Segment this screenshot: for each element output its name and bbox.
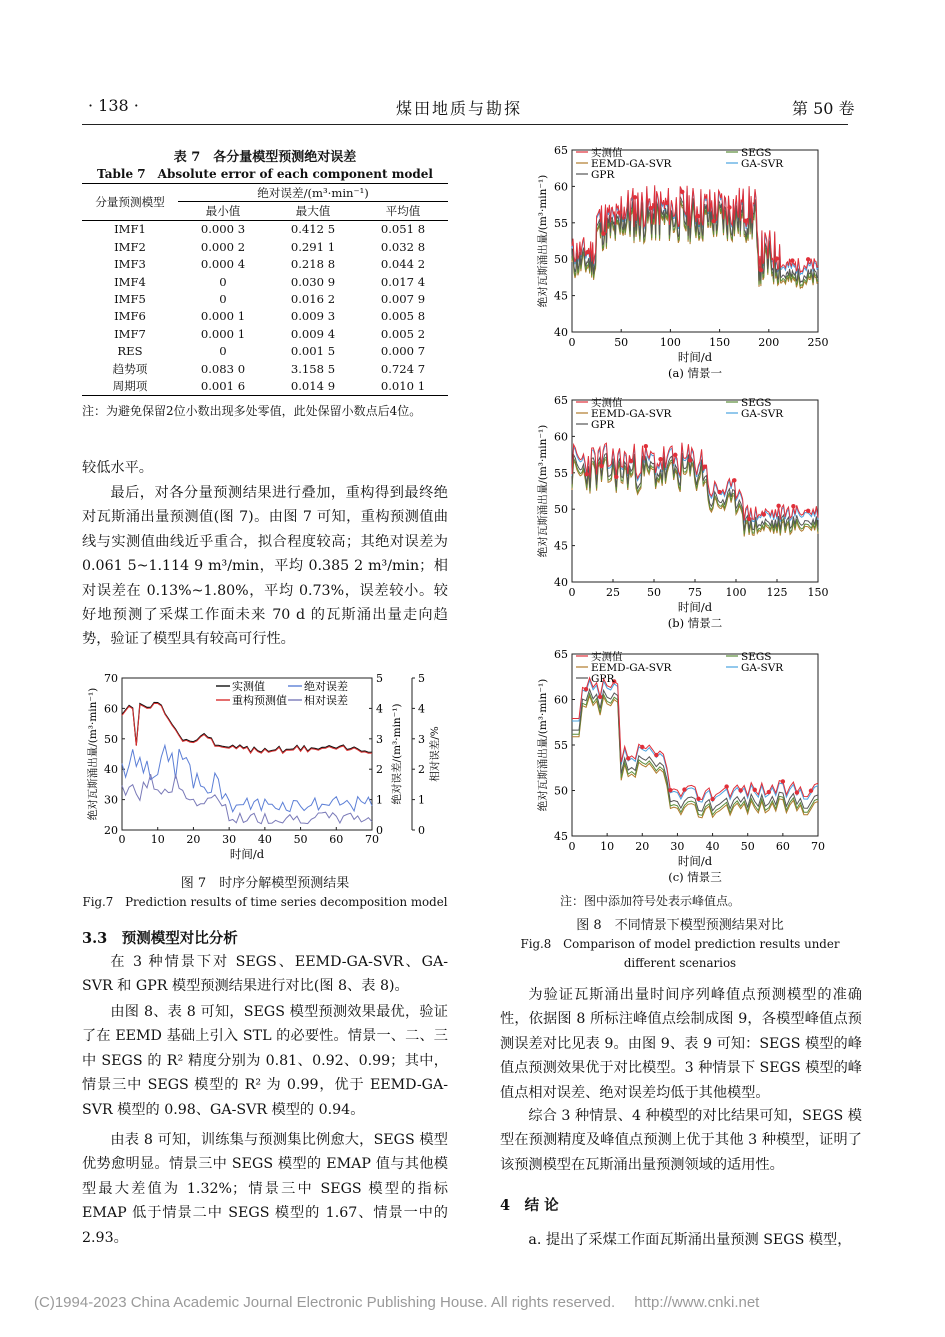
fig7-legend-label: 实测值 (232, 680, 265, 693)
fig7-ytick-label: 70 (104, 672, 118, 685)
fig8-peak-marker (598, 695, 602, 699)
fig8-ytick-label: 45 (554, 830, 568, 843)
fig7-xtick-label: 10 (150, 833, 165, 846)
fig8-legend-label: SEGS (741, 147, 772, 159)
table-cell: 0.014 9 (268, 377, 358, 395)
fig7-y2tick-label: 2 (376, 763, 383, 777)
table-row-label: IMF6 (114, 309, 146, 324)
fig7-y2tick-label: 1 (376, 793, 383, 807)
fig8-panel-c (530, 644, 840, 888)
table-row (82, 238, 448, 255)
fig8-peak-marker (703, 464, 707, 468)
fig8-peak-marker (654, 753, 658, 757)
fig8-ytick-label: 60 (554, 430, 568, 444)
fig8-xtick-label: 100 (725, 586, 747, 599)
table-cell: 0.009 3 (290, 309, 336, 324)
fig8-peak-marker (668, 788, 672, 792)
fig8-xlabel: 时间/d (677, 854, 713, 868)
fig8-ytick-label: 65 (554, 394, 568, 407)
fig8-peak-marker (767, 790, 771, 794)
table-row-label: RES (117, 344, 143, 359)
fig8-xtick-label: 50 (740, 840, 755, 853)
fig7-caption-cn: 图 7 时序分解模型预测结果 (180, 876, 350, 891)
left-paragraph-0: 较低水平。 (82, 460, 153, 476)
journal-name: 煤田地质与勘探 (396, 99, 523, 118)
table-cell: 0.030 9 (290, 274, 336, 289)
copyright-footer: (C)1994-2023 China Academic Journal Electronic Publishing House. All rights reserved. http://www.cnki.net (34, 1294, 760, 1311)
table-cell: 0.724 7 (380, 361, 426, 376)
fig8-peak-marker (753, 788, 757, 792)
fig7-y3tick-label: 3 (418, 732, 425, 746)
fig7-y3tick-label: 1 (418, 793, 425, 807)
fig7-y3tick-label: 4 (418, 702, 425, 716)
fig8-peak-marker (806, 257, 810, 261)
table-row (82, 325, 448, 342)
fig8-peak-marker (640, 745, 644, 749)
fig7-xtick-label: 30 (222, 833, 237, 846)
fig8-peak-marker (585, 472, 589, 476)
fig8-peak-marker (673, 453, 677, 457)
fig8-peak-marker (727, 205, 731, 209)
fig8-legend-label: GA-SVR (741, 158, 784, 170)
fig8-xtick-label: 0 (568, 336, 576, 349)
fig8-xtick-label: 50 (614, 336, 629, 349)
fig8-legend-label: SEGS (741, 397, 772, 409)
table-row-label: IMF1 (82, 220, 178, 238)
fig8-peak-marker (809, 789, 813, 793)
fig8-legend-label: EEMD-GA-SVR (591, 158, 672, 170)
fig7-ytick-label: 50 (104, 732, 118, 746)
table-row (82, 377, 448, 395)
fig8-legend-label: 实测值 (591, 651, 623, 663)
page-number: · 138 · (88, 96, 139, 115)
table7-col-min: 最小值 (205, 204, 241, 219)
fig7-y3tick-label: 0 (418, 824, 425, 837)
fig8-peak-marker (724, 784, 728, 788)
fig8-peak-marker (617, 210, 621, 214)
fig8-ytick-label: 55 (554, 216, 568, 230)
fig7-xlabel: 时间/d (229, 847, 265, 861)
table-cell: 0.000 2 (200, 239, 246, 254)
section-3-3-title: 3.3 预测模型对比分析 (82, 930, 238, 947)
fig8-peak-marker (649, 206, 653, 210)
table-cell: 0.218 8 (290, 257, 336, 272)
fig8-peak-marker (791, 504, 795, 508)
table-row-label: 趋势项 (112, 361, 148, 376)
fig7-y2tick-label: 4 (376, 702, 383, 716)
fig8-xtick-label: 30 (670, 840, 685, 853)
table-cell: 0.000 1 (200, 309, 246, 324)
fig8-xtick-label: 10 (600, 840, 615, 853)
table7-col-avg: 平均值 (385, 204, 421, 219)
fig8-note: 注：图中添加符号处表示峰值点。 (560, 894, 741, 908)
fig8-peak-marker (774, 256, 778, 260)
table-cell: 0.016 2 (290, 292, 336, 307)
fig8-xtick-label: 70 (811, 840, 825, 853)
fig8-legend-label: GPR (591, 169, 615, 181)
fig7-xtick-label: 50 (293, 833, 308, 846)
right-paragraph-1: 为验证瓦斯涌出量时间序列峰值点预测模型的准确性，依据图 8 所标注峰值点绘制成图 9，各模型峰值点预测误差对比见表 9。由图 9、表 9 可知：SEGS 模型的峰值点预测效果优于对比模型。3 种情景下 SEGS 模型的峰值点相对误差、绝对误差均低于其他模型。 (500, 987, 862, 1101)
fig8-peak-marker (614, 475, 618, 479)
fig8-xtick-label: 50 (647, 586, 661, 599)
fig8-legend-label: 实测值 (591, 397, 623, 409)
fig7-ytick-label: 20 (104, 824, 118, 837)
fig8-peak-marker (680, 190, 684, 194)
fig8-peak-marker (696, 214, 700, 218)
fig7-xtick-label: 70 (365, 833, 379, 846)
sec33-paragraph-2: 由图 8、表 8 可知，SEGS 模型预测效果最优，验证了在 EEMD 基础上引入 STL 的必要性。情景一、二、三中 SEGS 的 R² 精度分别为 0.81、0.92、0.99；其中，情景三中 SEGS 模型的 R² 为 0.99，优于 EEMD-GA-SVR 模型的 0.98、GA-SVR 模型的 0.94。 (82, 1004, 448, 1118)
fig8-peak-marker (747, 517, 751, 521)
table-cell: 3.158 5 (290, 361, 336, 376)
fig8-peak-marker (732, 478, 736, 482)
fig8-peak-marker (790, 258, 794, 262)
right-paragraph-3: a. 提出了采煤工作面瓦斯涌出量预测 SEGS 模型， (528, 1232, 852, 1248)
fig8-peak-marker (738, 788, 742, 792)
table-cell: 0.044 2 (380, 257, 426, 272)
table7-col-group: 绝对误差/(m³·min⁻¹) (178, 184, 448, 202)
fig8-panel-caption: (c) 情景三 (668, 870, 722, 884)
fig8-peak-marker (762, 512, 766, 516)
fig7-xtick-label: 20 (186, 833, 201, 846)
fig8-legend-label: GPR (591, 419, 615, 431)
section-4-title: 4 结 论 (500, 1197, 559, 1214)
table-row (82, 273, 448, 290)
fig8-xtick-label: 100 (659, 336, 681, 349)
fig8-peak-marker (717, 490, 721, 494)
fig8-ylabel: 绝对瓦斯涌出量/(m³·min⁻¹) (537, 174, 549, 308)
fig8-xtick-label: 0 (568, 840, 576, 853)
fig7-legend-label: 相对误差 (304, 694, 348, 707)
fig8-peak-marker (584, 687, 588, 691)
header-rule (82, 124, 848, 125)
fig7-series-abs-error (122, 745, 372, 811)
table-cell: 0.001 6 (178, 377, 268, 395)
fig8-legend-label: GA-SVR (741, 408, 784, 420)
table-cell: 0.005 8 (380, 309, 426, 324)
table-cell: 0.000 4 (200, 257, 246, 272)
table-row (82, 360, 448, 377)
fig8-xtick-label: 0 (568, 586, 576, 599)
fig8-peak-marker (599, 464, 603, 468)
fig7-y3tick-label: 2 (418, 763, 425, 777)
fig8-peak-marker (781, 779, 785, 783)
fig8-xtick-label: 150 (709, 336, 731, 349)
fig8-legend-label: EEMD-GA-SVR (591, 408, 672, 420)
fig8-peak-marker (711, 219, 715, 223)
table-row-label: IMF3 (114, 257, 146, 272)
fig7-ylabel-left: 绝对瓦斯涌出量/(m³·min⁻¹) (87, 687, 99, 821)
fig8-xtick-label: 75 (688, 586, 702, 599)
table-cell: 0.007 9 (380, 292, 426, 307)
fig8-xlabel: 时间/d (677, 600, 713, 614)
fig7-legend-label: 重构预测值 (232, 694, 287, 707)
fig8-peak-marker (806, 509, 810, 513)
fig8-ytick-label: 55 (554, 466, 568, 480)
table-cell: 0.017 4 (380, 274, 426, 289)
fig8-peak-marker (644, 444, 648, 448)
fig7-ylabel-right: 相对误差/% (429, 726, 441, 782)
fig8-ylabel: 绝对瓦斯涌出量/(m³·min⁻¹) (537, 424, 549, 558)
fig8-xlabel: 时间/d (677, 350, 713, 364)
fig7-legend-label: 绝对误差 (304, 680, 348, 693)
table-row-label: 周期项 (82, 377, 178, 395)
fig8-xtick-label: 200 (758, 336, 780, 349)
fig8-legend-label: GA-SVR (741, 662, 784, 674)
table-row-label: IMF2 (114, 239, 146, 254)
table-cell: 0.010 1 (358, 377, 448, 395)
fig8-ytick-label: 60 (554, 693, 568, 707)
volume-label: 第 50 卷 (792, 99, 855, 118)
fig8-xtick-label: 150 (807, 586, 829, 599)
fig8-xtick-label: 40 (705, 840, 720, 853)
fig8-peak-marker (586, 250, 590, 254)
fig8-peak-marker (633, 195, 637, 199)
fig8-legend-label: EEMD-GA-SVR (591, 662, 672, 674)
fig7-y2tick-label: 0 (376, 824, 383, 837)
fig8-ytick-label: 60 (554, 180, 568, 194)
fig7-ytick-label: 40 (104, 763, 118, 777)
fig8-peak-marker (696, 797, 700, 801)
right-paragraph-2: 综合 3 种情景、4 种模型的对比结果可知，SEGS 模型在预测精度及峰值点预测上优于其他 3 种模型，证明了该预测模型在瓦斯涌出量预测领域的适用性。 (500, 1108, 862, 1173)
sec33-paragraph-1: 在 3 种情景下对 SEGS、EEMD-GA-SVR、GA-SVR 和 GPR 模型预测结果进行对比(图 8、表 8)。 (82, 954, 448, 995)
table-cell: 0.005 2 (380, 326, 426, 341)
table-row (82, 220, 448, 238)
fig7-ytick-label: 60 (104, 702, 118, 716)
fig8-peak-marker (688, 458, 692, 462)
fig7-caption-en: Fig.7 Prediction results of time series decomposition model (82, 895, 448, 909)
table-row (82, 308, 448, 325)
fig7-y2tick-label: 5 (376, 672, 383, 685)
fig7-series-measured (122, 703, 372, 753)
sec33-paragraph-3: 由表 8 可知，训练集与预测集比例愈大，SEGS 模型优势愈明显。情景三中 SEGS 模型的 EMAP 值与其他模型最大差值为 1.32%；情景三中 SEGS 模型的指标 EMAP 低于情景二中 SEGS 模型的 1.67、情景一中的 2.93。 (82, 1132, 448, 1246)
fig8-ytick-label: 45 (554, 539, 568, 553)
fig8-ytick-label: 50 (554, 503, 568, 517)
fig8-peak-marker (710, 797, 714, 801)
table7-col-max: 最大值 (295, 204, 331, 219)
table-row (82, 256, 448, 273)
fig8-peak-marker (743, 219, 747, 223)
fig7-xtick-label: 0 (118, 833, 126, 846)
fig8-peak-marker (629, 459, 633, 463)
fig8-ylabel: 绝对瓦斯涌出量/(m³·min⁻¹) (537, 678, 549, 812)
table-row-label: IMF7 (114, 326, 146, 341)
table-cell: 0 (219, 274, 227, 289)
fig8-peak-marker (795, 790, 799, 794)
fig7-y3tick-label: 5 (418, 672, 425, 685)
fig8-legend-label: SEGS (741, 651, 772, 663)
table-cell: 0.000 1 (200, 326, 246, 341)
fig7-xtick-label: 40 (257, 833, 272, 846)
table7-title-en: Table 7 Absolute error of each component model (96, 167, 433, 181)
fig8-legend-label: 实测值 (591, 147, 623, 159)
fig8-panel-caption: (b) 情景二 (667, 616, 723, 630)
fig8-ytick-label: 55 (554, 739, 568, 752)
fig8-peak-marker (601, 231, 605, 235)
fig8-peak-marker (658, 457, 662, 461)
fig8-series-line (572, 694, 818, 816)
table-row (82, 343, 448, 360)
table-cell: 0.032 8 (380, 239, 426, 254)
table7 (82, 183, 448, 396)
table-cell: 0.412 5 (268, 220, 358, 238)
fig8-series-line (572, 689, 818, 811)
fig8-xtick-label: 25 (606, 586, 620, 599)
table-row-label: IMF5 (114, 292, 146, 307)
left-paragraph-1: 最后，对各分量预测结果进行叠加，重构得到最终绝对瓦斯涌出量预测值(图 7)。由图 7 可知，重构预测值曲线与实测值曲线近乎重合，拟合程度较高；其绝对误差为 0.061 5~1.114 9 m³/min，平均 0.385 2 m³/min；相对误差在 0.13%~1.80%，平均 0.73%，误差较小。较好地预测了采煤工作面未来 70 d 的瓦斯涌出量走向趋势，验证了模型具有较高可行性。 (82, 485, 448, 648)
fig8-xtick-label: 20 (635, 840, 650, 853)
table-cell: 0.000 3 (178, 220, 268, 238)
fig8-peak-marker (626, 756, 630, 760)
fig8-peak-marker (664, 201, 668, 205)
table7-note: 注：为避免保留2位小数出现多处零值，此处保留小数点后4位。 (82, 404, 422, 418)
fig8-peak-marker (776, 504, 780, 508)
table-cell: 0.009 4 (290, 326, 336, 341)
fig8-caption-cn: 图 8 不同情景下模型预测结果对比 (576, 918, 784, 933)
fig8-panel-a (530, 140, 840, 390)
table-row (82, 290, 448, 307)
fig8-ytick-label: 40 (554, 326, 568, 339)
fig8-ytick-label: 65 (554, 648, 568, 661)
fig8-xtick-label: 125 (766, 586, 788, 599)
table-cell: 0.000 7 (380, 344, 426, 359)
table-row-label: IMF4 (114, 274, 146, 289)
table-cell: 0.291 1 (290, 239, 336, 254)
fig7-ylabel-mid: 绝对误差/(m³·min⁻¹) (391, 703, 403, 805)
table7-title-cn: 表 7 各分量模型预测绝对误差 (173, 150, 357, 165)
fig8-ytick-label: 50 (554, 253, 568, 267)
table-cell: 0 (219, 292, 227, 307)
fig8-ytick-label: 45 (554, 289, 568, 303)
table-cell: 0.001 5 (290, 344, 336, 359)
table7-col-model: 分量预测模型 (82, 184, 178, 221)
fig8-ytick-label: 40 (554, 576, 568, 589)
fig8-xtick-label: 60 (775, 840, 790, 853)
fig7-y2tick-label: 3 (376, 732, 383, 746)
fig8-ytick-label: 50 (554, 784, 568, 798)
table-cell: 0 (219, 344, 227, 359)
fig8-legend-label: GPR (591, 673, 615, 685)
fig7-xtick-label: 60 (329, 833, 344, 846)
fig8-ytick-label: 65 (554, 144, 568, 157)
fig8-peak-marker (759, 268, 763, 272)
fig8-xtick-label: 250 (807, 336, 829, 349)
fig7-ytick-label: 30 (104, 793, 118, 807)
table-cell: 0.051 8 (358, 220, 448, 238)
fig8-panel-b (530, 390, 840, 640)
fig8-caption-en: Fig.8 Comparison of model prediction results under different scenarios (520, 937, 840, 970)
table-cell: 0.083 0 (200, 361, 246, 376)
fig8-panel-caption: (a) 情景一 (668, 366, 722, 380)
fig8-peak-marker (682, 787, 686, 791)
fig7-chart (82, 668, 448, 866)
